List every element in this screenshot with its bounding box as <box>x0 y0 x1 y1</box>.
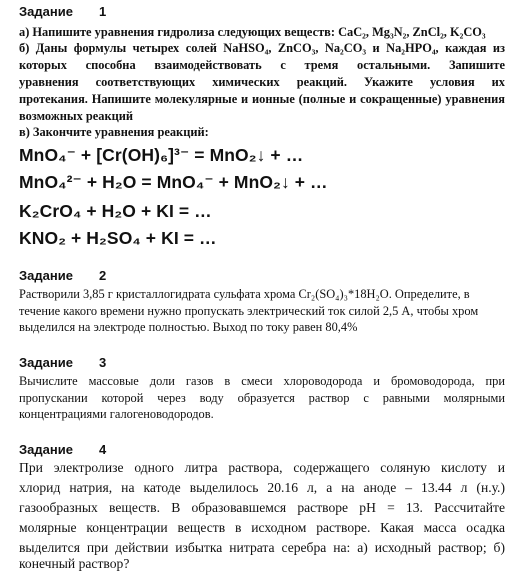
task-1-header <box>19 4 106 19</box>
task-2-number: 2 <box>98 268 107 283</box>
task-2-line-2: течение какого времени нужно пропускать электрический ток силой 2,5 А, чтобы хром <box>19 304 479 318</box>
task-1-part-b-line-2: которых способна взаимодействовать с тремя остальными. Запишите <box>19 58 505 72</box>
task-4-line-2: хлорид натрия, на катоде выделилось 20.16 л, а на аноде – 13.44 л (н.у.) <box>19 480 505 495</box>
task-3-title: Задание <box>19 355 73 370</box>
task-4-title: Задание <box>19 442 73 457</box>
task-1-part-a: а) Напишите уравнения гидролиза следующих веществ: CaC₂, Mg₃N₂, ZnCl₂, K₂CO₃ <box>19 25 486 39</box>
task-4-header <box>19 442 106 457</box>
task-3-line-2: пропускании которой через воду образуется раствор с равными молярными <box>19 391 505 405</box>
task-3-number: 3 <box>98 355 107 370</box>
equation-2: MnO₄²⁻ + H₂O = MnO₄⁻ + MnO₂↓ + … <box>19 172 328 192</box>
task-2-header <box>19 268 106 283</box>
task-1-part-b-line-1: б) Даны формулы четырех солей NaHSO₄, ZnCO₃, Na₂CO₃ и Na₂HPO₄, каждая из <box>19 41 505 55</box>
task-2-line-1: Растворили 3,85 г кристаллогидрата сульфата хрома Cr₂(SO₄)₃*18H₂O. Определите, в <box>19 287 470 301</box>
task-4-line-6: конечный раствор? <box>19 556 130 571</box>
task-1-part-b-line-5: возможных реакций <box>19 109 134 123</box>
equation-4: KNO₂ + H₂SO₄ + KI = … <box>19 228 217 248</box>
equation-1: MnO₄⁻ + [Cr(OH)₆]³⁻ = MnO₂↓ + … <box>19 145 304 165</box>
task-3-line-1: Вычислите массовые доли газов в смеси хлороводорода и бромоводорода, при <box>19 374 505 388</box>
task-3-header <box>19 355 106 370</box>
task-4-number: 4 <box>98 442 107 457</box>
equation-3: K₂CrO₄ + H₂O + KI = … <box>19 201 212 221</box>
task-4-line-4: молярные концентрации веществ в исходном растворе. Какая масса осадка <box>19 520 505 535</box>
task-1-part-c: в) Закончите уравнения реакций: <box>19 125 209 139</box>
task-3-line-3: концентрациями галогеноводородов. <box>19 407 214 421</box>
task-1-number: 1 <box>98 4 107 19</box>
task-4-line-3: газообразных веществ. В образовавшемся растворе pH = 13. Рассчитайте <box>19 500 505 515</box>
task-1-title: Задание <box>19 4 73 19</box>
task-2-line-3: выделился на электроде полностью. Выход по току равен 80,4% <box>19 320 358 334</box>
task-4-line-1: При электролизе одного литра раствора, содержащего соляную кислоту и <box>19 460 505 475</box>
task-1-part-b-line-4: протекания. Напишите молекулярные и ионные (полные и сокращенные) уравнения <box>19 92 505 106</box>
task-4-line-5: выделится при действии избытка нитрата серебра на: а) исходный раствор; б) <box>19 540 505 555</box>
task-1-part-b-line-3: уравнения соответствующих химических реакций. Укажите условия их <box>19 75 505 89</box>
task-2-title: Задание <box>19 268 73 283</box>
